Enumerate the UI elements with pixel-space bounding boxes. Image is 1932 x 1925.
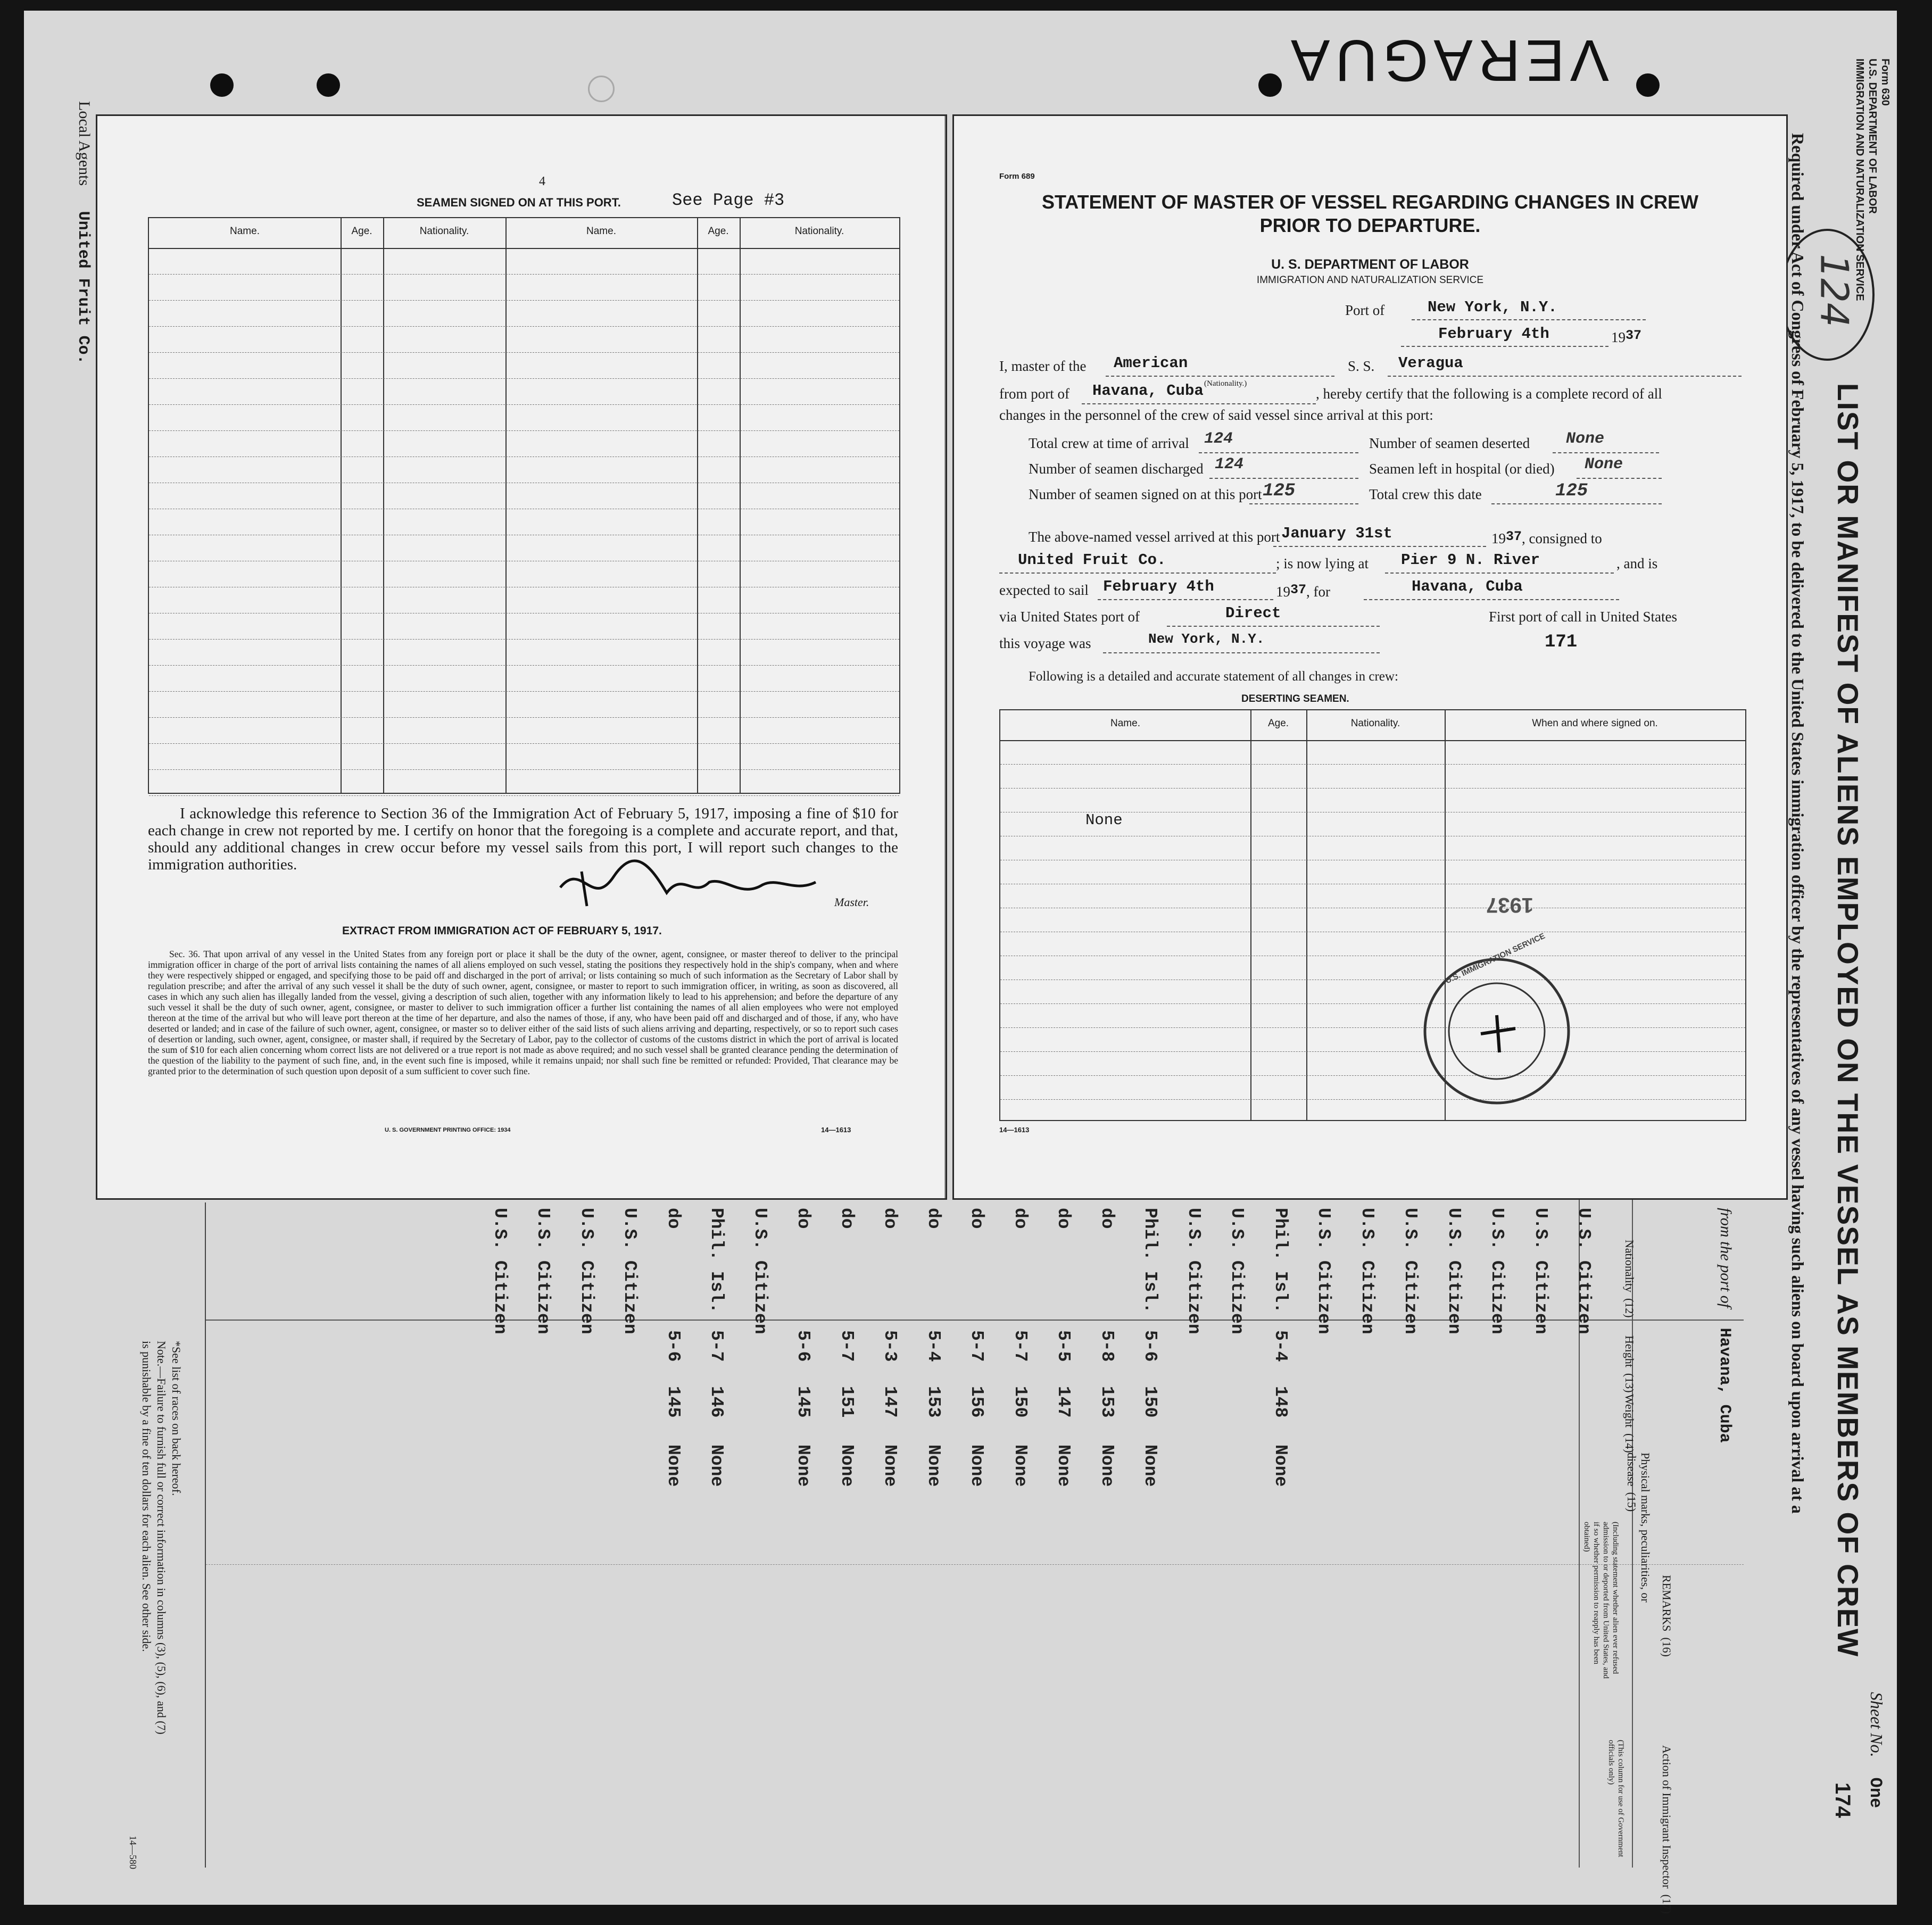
footnote-code: 14—580 <box>128 1836 138 1869</box>
row-nationality: U.S. Citizen <box>1357 1208 1377 1334</box>
table-row-line <box>1000 788 1745 789</box>
row-height: 5-6 <box>663 1330 683 1362</box>
row-physical-marks: None <box>1054 1445 1073 1487</box>
row-nationality: do <box>663 1208 683 1229</box>
row-nationality: do <box>836 1208 857 1229</box>
local-agents: Local Agents United Fruit Co. <box>74 101 93 364</box>
row-physical-marks: None <box>1140 1445 1160 1487</box>
lying-label: ; is now lying at <box>1276 555 1369 571</box>
row-weight: 147 <box>880 1386 900 1418</box>
row-nationality: U.S. Citizen <box>1227 1208 1247 1334</box>
col-name-2: Name. <box>586 226 616 237</box>
table-row-line <box>1000 1051 1745 1052</box>
row-nationality: Phil. Isl. <box>1140 1208 1160 1314</box>
arrived-label: The above-named vessel arrived at this port <box>1029 529 1280 545</box>
discharged-label: Number of seamen discharged <box>1029 461 1204 477</box>
row-nationality: U.S. Citizen <box>750 1208 770 1334</box>
deserting-heading: DESERTING SEAMEN. <box>1241 693 1349 704</box>
row-nationality: U.S. Citizen <box>1183 1208 1204 1334</box>
following-text: Following is a detailed and accurate statement of all changes in crew: <box>1029 669 1398 684</box>
circled-number: 124 <box>1780 229 1875 361</box>
col-name: Name. <box>1110 718 1140 729</box>
table-row-line <box>149 743 899 744</box>
arrived-year: 1937, consigned to <box>1491 529 1602 546</box>
table-row-line <box>1000 1075 1745 1076</box>
form-id-corner: Form 630 U.S. DEPARTMENT OF LABOR IMMIGRATION AND NATURALIZATION SERVICE <box>1854 59 1891 301</box>
table-row-line <box>1000 1099 1745 1100</box>
manifest-row <box>1184 1208 1204 1445</box>
row-physical-marks: None <box>707 1445 726 1487</box>
signed-on-value: 125 <box>1263 481 1296 501</box>
row-nationality: U.S. Citizen <box>1444 1208 1464 1334</box>
manifest-row <box>924 1208 943 1487</box>
row-physical-marks: None <box>1010 1445 1030 1487</box>
row-weight: 150 <box>1010 1386 1030 1418</box>
col-header-nationality: Nationality (12) <box>1623 1240 1636 1318</box>
col-nationality-2: Nationality. <box>794 226 844 237</box>
table-row-line <box>149 300 899 301</box>
total-arrival-value: 124 <box>1204 430 1233 448</box>
sheet-number: Sheet No. One <box>1865 1692 1886 1808</box>
see-page-note: See Page #3 <box>672 190 785 210</box>
rubber-stamp-text: U.S. IMMIGRATION SERVICE <box>1444 931 1547 986</box>
total-date-value: 125 <box>1555 481 1588 501</box>
table-row-line <box>1000 1003 1745 1004</box>
port-of-value: New York, N.Y. <box>1428 298 1557 316</box>
row-weight: 150 <box>1140 1386 1160 1418</box>
col-nationality: Nationality. <box>419 226 469 237</box>
department: U. S. DEPARTMENT OF LABOR <box>1271 257 1469 272</box>
gpo-note: U. S. GOVERNMENT PRINTING OFFICE: 1934 <box>385 1127 511 1133</box>
manifest-row <box>1054 1208 1073 1487</box>
manifest-row <box>1314 1208 1333 1445</box>
seamen-signed-heading: SEAMEN SIGNED ON AT THIS PORT. <box>417 196 621 209</box>
manifest-row <box>880 1208 900 1487</box>
table-row-line <box>149 352 899 353</box>
form-number: Form 689 <box>999 172 1035 181</box>
row-weight: 145 <box>793 1386 813 1418</box>
manifest-row <box>577 1208 596 1445</box>
from-port: from the port of Havana, Cuba <box>1715 1208 1735 1443</box>
deserted-label: Number of seamen deserted <box>1369 435 1530 451</box>
col-when-where: When and where signed on. <box>1532 718 1658 729</box>
row-nationality: do <box>1097 1208 1117 1229</box>
col-header-inspector: Action of Immigrant Inspector (17) <box>1660 1745 1673 1914</box>
manifest-row <box>1357 1208 1377 1445</box>
row-physical-marks: None <box>1270 1445 1290 1487</box>
port-of-label: Port of <box>1345 302 1385 318</box>
page-number: 4 <box>539 175 545 188</box>
ss-label: S. S. <box>1348 358 1375 374</box>
stamp-number: 171 <box>1545 632 1578 652</box>
lying-value: Pier 9 N. River <box>1401 551 1540 569</box>
row-nationality: U.S. Citizen <box>620 1208 640 1334</box>
manifest-sheet <box>24 11 1897 1914</box>
row-nationality: do <box>923 1208 943 1229</box>
service: IMMIGRATION AND NATURALIZATION SERVICE <box>1256 275 1484 286</box>
via-label: via United States port of <box>999 609 1140 625</box>
manifest-row <box>837 1208 857 1487</box>
manifest-row <box>707 1208 726 1487</box>
signed-on-label: Number of seamen signed on at this port <box>1029 486 1262 502</box>
nationality-value: American <box>1114 354 1188 372</box>
discharged-value: 124 <box>1215 455 1244 474</box>
stamp-veragua: VERAGUA <box>1286 28 1609 93</box>
manifest-row <box>1574 1208 1594 1445</box>
row-nationality: do <box>880 1208 900 1229</box>
deserting-table <box>999 709 1746 1121</box>
table-row-line <box>149 326 899 327</box>
from-port-value: Havana, Cuba <box>1092 382 1204 400</box>
row-nationality: U.S. Citizen <box>1400 1208 1420 1334</box>
table-row-line <box>149 404 899 405</box>
table-row-line <box>149 769 899 770</box>
total-arrival-label: Total crew at time of arrival <box>1029 435 1189 451</box>
row-nationality: U.S. Citizen <box>1487 1208 1507 1334</box>
row-weight: 151 <box>836 1386 857 1418</box>
master-of-label: I, master of the <box>999 358 1087 374</box>
col-header-height: Height (13) <box>1623 1335 1636 1393</box>
year-field: 1937 <box>1611 328 1642 345</box>
table-row-line <box>1000 1027 1745 1028</box>
manifest-row <box>1140 1208 1160 1487</box>
row-nationality: do <box>967 1208 986 1229</box>
row-nationality: U.S. Citizen <box>1314 1208 1333 1334</box>
certify-text: , hereby certify that the following is a complete record of all <box>1316 386 1662 402</box>
from-port-label: from port of <box>999 386 1069 402</box>
manifest-row <box>1227 1208 1247 1445</box>
certify-text-2: changes in the personnel of the crew of said vessel since arrival at this port: <box>999 407 1433 423</box>
row-weight: 153 <box>1097 1386 1117 1418</box>
manifest-subtitle: Required under Act of Congress of February 5, 1917, to be delivered to the United States immigration officer by the representatives of any vessel having such aliens on board upon arrival at a <box>1788 133 1807 1514</box>
manifest-row <box>490 1208 510 1445</box>
row-physical-marks: None <box>967 1445 986 1487</box>
row-nationality: Phil. Isl. <box>707 1208 726 1314</box>
table-row-line <box>1000 764 1745 765</box>
punch-hole <box>210 73 234 97</box>
row-physical-marks: None <box>1097 1445 1117 1487</box>
hospital-label: Seamen left in hospital (or died) <box>1369 461 1555 477</box>
row-weight: 146 <box>707 1386 726 1418</box>
row-physical-marks: None <box>793 1445 813 1487</box>
row-height: 5-8 <box>1097 1330 1117 1362</box>
master-signature <box>550 856 826 914</box>
row-height: 5-6 <box>793 1330 813 1362</box>
table-row-line <box>149 378 899 379</box>
row-height: 5-4 <box>923 1330 943 1362</box>
manifest-row <box>1487 1208 1507 1445</box>
row-nationality: do <box>1054 1208 1073 1229</box>
table-row-line <box>149 639 899 640</box>
manifest-row <box>1097 1208 1117 1487</box>
row-weight: 148 <box>1270 1386 1290 1418</box>
stamp-date: 1937 <box>1486 893 1533 917</box>
row-height: 5-7 <box>967 1330 986 1362</box>
acknowledgement-text: I acknowledge this reference to Section 36 of the Immigration Act of February 5, 1917, imposing a fine of $10 for each change in crew not reported by me. I certify on honor that the foregoing is a complete and accurate report, and that, should any additional changes in crew occur before my vessel sails from this port, I will report such changes to the immigration authorities. <box>148 805 898 873</box>
row-nationality: U.S. Citizen <box>1574 1208 1594 1334</box>
manifest-row <box>664 1208 683 1487</box>
footnotes: *See list of races on back hereof. Note.—Failure to furnish full or correct information in columns (3), (5), (6), and (7) is punishable by a fine of ten dollars for each alien. See other side. <box>140 1341 183 1735</box>
manifest-row <box>967 1208 986 1487</box>
row-physical-marks: None <box>923 1445 943 1487</box>
manifest-row <box>1531 1208 1550 1445</box>
punch-hole <box>588 76 615 102</box>
col-header-weight: Weight (14) <box>1623 1394 1636 1453</box>
row-height: 5-5 <box>1054 1330 1073 1362</box>
manifest-row <box>1400 1208 1420 1445</box>
row-physical-marks: None <box>880 1445 900 1487</box>
extract-title: EXTRACT FROM IMMIGRATION ACT OF FEBRUARY 5, 1917. <box>342 925 662 937</box>
table-row-line <box>149 430 899 431</box>
row-physical-marks: None <box>663 1445 683 1487</box>
row-weight: 153 <box>923 1386 943 1418</box>
immigration-rubber-stamp <box>1417 951 1577 1111</box>
master-label: Master. <box>834 895 869 909</box>
row-physical-marks: None <box>836 1445 857 1487</box>
form-code: 14—1613 <box>821 1126 851 1134</box>
row-weight: 145 <box>663 1386 683 1418</box>
manifest-row <box>1444 1208 1464 1445</box>
col-age: Age. <box>1267 718 1289 729</box>
table-row-line <box>149 717 899 718</box>
signed-on-table <box>148 217 900 794</box>
voyage-label: this voyage was <box>999 635 1091 651</box>
col-header-remarks: REMARKS (16) <box>1660 1575 1673 1657</box>
manifest-row <box>620 1208 640 1445</box>
date-value: February 4th <box>1438 325 1549 343</box>
punch-hole <box>317 73 340 97</box>
row-height: 5-3 <box>880 1330 900 1362</box>
ship-value: Veragua <box>1398 354 1463 372</box>
manifest-row <box>750 1208 770 1445</box>
row-nationality: do <box>793 1208 813 1229</box>
row-nationality: U.S. Citizen <box>490 1208 510 1334</box>
voyage-value: New York, N.Y. <box>1148 631 1265 647</box>
first-port-label: First port of call in United States <box>1489 609 1677 625</box>
manifest-title: LIST OR MANIFEST OF ALIENS EMPLOYED ON THE VESSEL AS MEMBERS OF CREW <box>1831 383 1864 1658</box>
and-is: , and is <box>1616 555 1658 571</box>
row-height: 5-7 <box>1010 1330 1030 1362</box>
row-nationality: Phil. Isl. <box>1270 1208 1290 1314</box>
manifest-row <box>533 1208 553 1445</box>
arrived-value: January 31st <box>1281 525 1392 542</box>
hospital-value: None <box>1585 455 1623 474</box>
none-entry: None <box>1085 811 1123 829</box>
for-value: Havana, Cuba <box>1412 578 1523 595</box>
row-height: 5-6 <box>1140 1330 1160 1362</box>
extract-text: Sec. 36. That upon arrival of any vessel in the United States from any foreign port or place it shall be the duty of the owner, agent, consignee, or master thereof to deliver to the principal immigration officer in charge of the port of arrival lists containing the names of all aliens employed on such vessel, stating the positions they respectively hold in the ship's company, when and where they were respectively shipped or engaged, and specifying those to be paid off and discharged in the port of arrival; or lists containing so much of such information as the Secretary of Labor shall by regulation prescribe; and after the arrival of any such vessel it shall be the duty of such owner, agent, consignee, or master to report to such immigration officer, in writing, as soon as discovered, all cases in which any such alien has illegally landed from the vessel, giving a description of such alien, together with any information likely to lead to his apprehension; and before the departure of any such vessel it shall be the duty of such owner, agent, consignee, or master to deliver to such immigration officer a further list containing the names of all alien employees who were not employed thereon at the time of the arrival but who will leave port thereon at the time of her departure, and also the names of those, if any, who have been paid off and discharged and of those, if any, who have deserted or landed; and in case of the failure of such owner, agent, consignee, or master so to deliver either of the said lists of such aliens arriving and departing, respectively, or so to report such cases of desertion or landing, such owner, agent, consignee, or master shall, if required by the Secretary of Labor, pay to the collector of customs of the customs district in which the port of arrival is located the sum of $10 for each alien concerning whom correct lists are not delivered or a true report is not made as above required; and no such vessel shall be granted clearance pending the determination of the question of the liability to the payment of such fine, and, in the event such fine is imposed, while it remains unpaid; nor shall such fine be remitted or refunded: Provided, That clearance may be granted prior to the determination of such question upon deposit of a sum sufficient to cover such fine. <box>148 949 898 1076</box>
total-date-label: Total crew this date <box>1369 486 1482 502</box>
manifest-row <box>1271 1208 1290 1487</box>
table-row-line <box>149 691 899 692</box>
col-age-2: Age. <box>708 226 729 237</box>
left-page <box>96 114 947 1200</box>
row-weight: 156 <box>967 1386 986 1418</box>
table-row-line <box>149 795 899 796</box>
consignee-value: United Fruit Co. <box>1018 551 1166 569</box>
row-nationality: U.S. Citizen <box>576 1208 596 1334</box>
row-height: 5-7 <box>836 1330 857 1362</box>
row-nationality: U.S. Citizen <box>1530 1208 1550 1334</box>
col-age: Age. <box>351 226 372 237</box>
row-height: 5-7 <box>707 1330 726 1362</box>
row-height: 5-4 <box>1270 1330 1290 1362</box>
col-name: Name. <box>230 226 260 237</box>
manifest-row <box>793 1208 813 1487</box>
table-row-line <box>149 274 899 275</box>
row-nationality: do <box>1010 1208 1030 1229</box>
nationality-hint: (Nationality.) <box>1204 379 1247 388</box>
row-weight: 147 <box>1054 1386 1073 1418</box>
page-number-corner: 174 <box>1831 1782 1854 1818</box>
manifest-row <box>1010 1208 1030 1487</box>
via-value: Direct <box>1225 604 1281 622</box>
expected-year: 1937, for <box>1276 582 1330 600</box>
right-page <box>952 114 1788 1200</box>
col-nationality: Nationality. <box>1350 718 1400 729</box>
inspector-note: (This column for use of Government officials only) <box>1607 1740 1625 1857</box>
table-row-line <box>149 665 899 666</box>
statement-title: STATEMENT OF MASTER OF VESSEL REGARDING CHANGES IN CREW PRIOR TO DEPARTURE. <box>1041 191 1699 236</box>
form-code: 14—1613 <box>999 1126 1030 1134</box>
row-nationality: U.S. Citizen <box>533 1208 553 1334</box>
remarks-note: (Including statement whether alien ever refused admission to or deported from United States, and if so whether permission to reapply has been obtained) <box>1582 1522 1620 1679</box>
expected-value: February 4th <box>1103 578 1214 595</box>
deserted-value: None <box>1566 430 1605 448</box>
expected-label: expected to sail <box>999 582 1089 598</box>
col-header-physical-marks: Physical marks, peculiarities, or disease (15) <box>1625 1453 1652 1603</box>
